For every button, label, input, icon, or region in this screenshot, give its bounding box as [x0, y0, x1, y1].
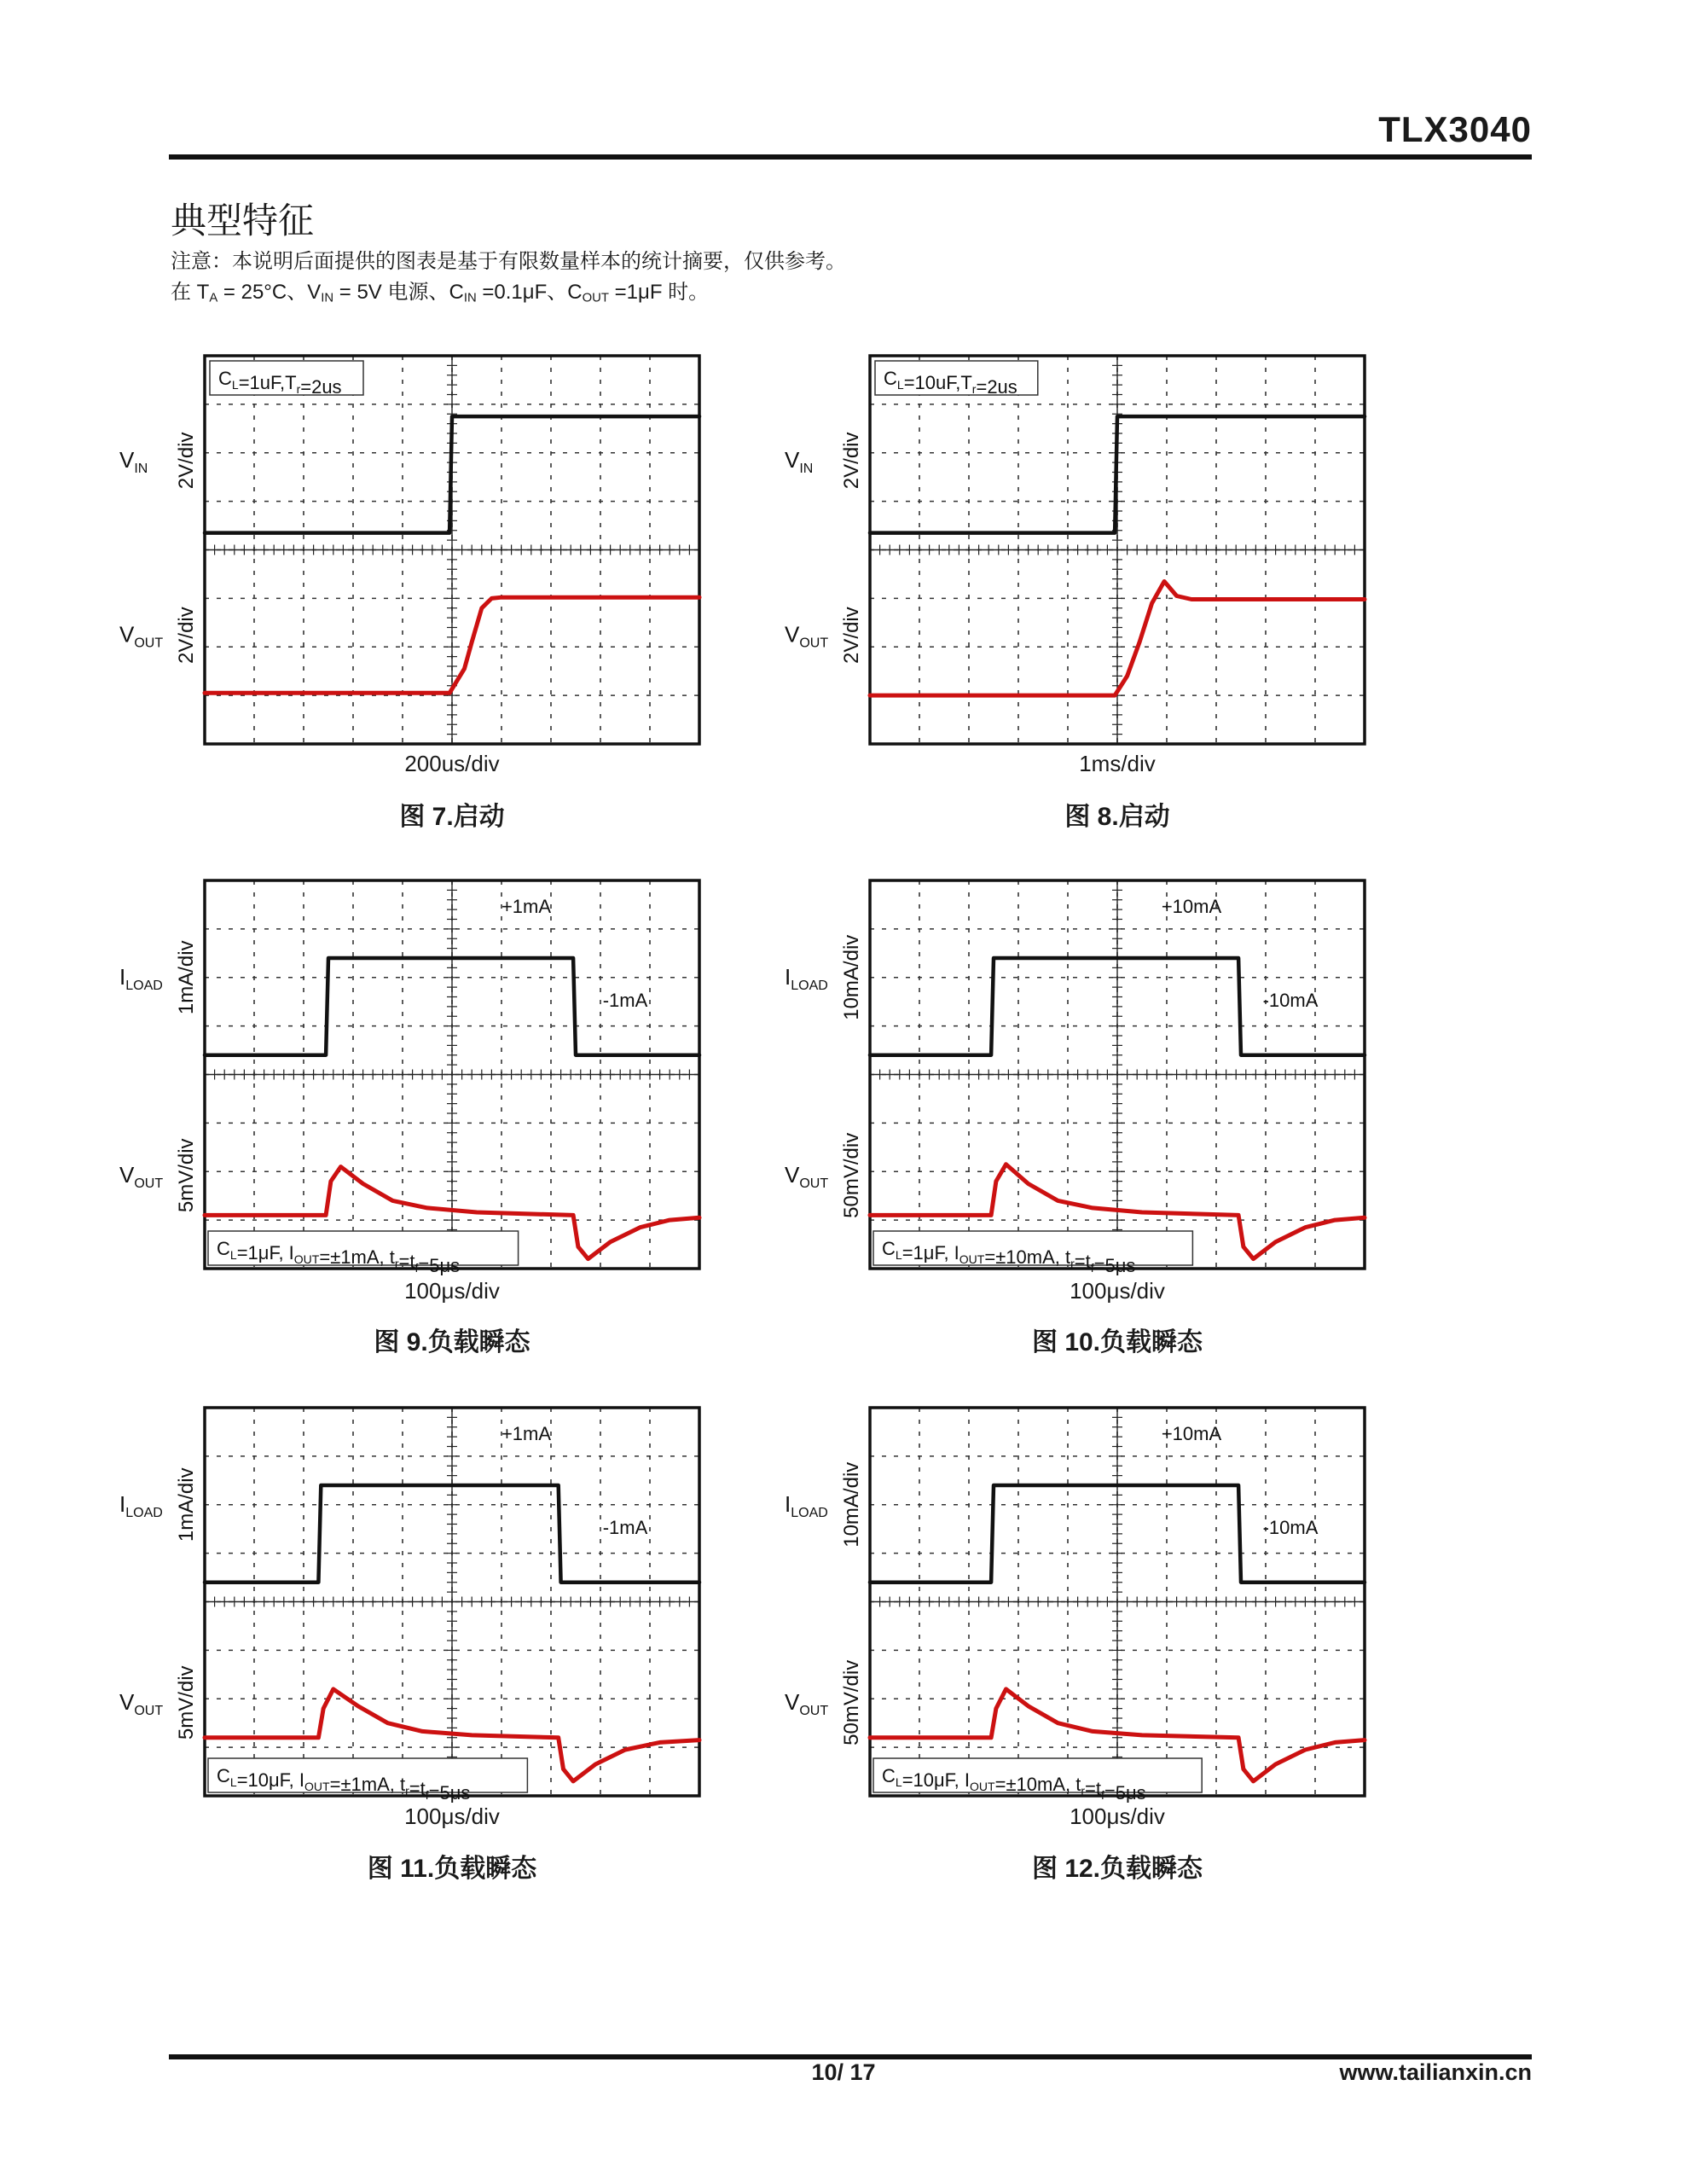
- legend-text: =±1mA, t: [329, 1774, 406, 1795]
- time-scale-label: 100μs/div: [1070, 1278, 1165, 1304]
- top-scale-label: 10mA/div: [840, 934, 863, 1020]
- caption-part: 图: [367, 1855, 401, 1883]
- legend-text: C: [884, 368, 897, 389]
- bottom-scale-label: 50mV/div: [840, 1132, 863, 1218]
- legend-text: =1μF, I: [236, 1242, 294, 1263]
- figure-caption: [205, 1847, 699, 1885]
- time-scale-label: 100μs/div: [1070, 1804, 1165, 1829]
- figure-8: [776, 354, 1368, 746]
- bottom-signal-label: [785, 1162, 828, 1191]
- note-text: =1μF 时。: [608, 281, 710, 304]
- caption-part: 图: [399, 803, 432, 831]
- legend-text: =±10mA, t: [994, 1774, 1081, 1795]
- signal-name: V: [785, 1161, 800, 1188]
- top-scale-label: 1mA/div: [175, 940, 198, 1015]
- legend-subscript: L: [896, 378, 904, 392]
- legend-subscript: r: [405, 1784, 409, 1798]
- top-signal-label: [119, 964, 163, 993]
- legend-subscript: OUT: [304, 1780, 330, 1793]
- step-low-label: -10mA: [1262, 990, 1319, 1011]
- plot-area: [119, 356, 699, 744]
- step-high-label: +10mA: [1161, 1423, 1222, 1444]
- note-text: = 25°C、V: [217, 281, 322, 304]
- signal-name: V: [119, 446, 135, 473]
- caption-part: 11.: [400, 1855, 435, 1883]
- figure-10: [776, 879, 1368, 1276]
- legend-subscript: L: [895, 1775, 902, 1789]
- caption-part: 启动: [453, 803, 505, 831]
- bottom-signal-label: [119, 622, 163, 651]
- page-number: 10/ 17: [811, 2059, 876, 2085]
- legend-subscript: f: [415, 1261, 419, 1275]
- oscilloscope-plot: [111, 354, 703, 746]
- website: www.tailianxin.cn: [1339, 2059, 1532, 2085]
- legend-subscript: f: [1100, 1788, 1104, 1802]
- bottom-scale-label: 2V/div: [840, 607, 863, 664]
- signal-subscript: OUT: [134, 1703, 164, 1718]
- time-scale-label: 200us/div: [404, 751, 500, 776]
- note-text: = 5V 电源、C: [333, 281, 464, 304]
- top-scale-label: 2V/div: [840, 432, 863, 490]
- step-high-label: +1mA: [501, 896, 552, 917]
- legend-subscript: r: [1081, 1784, 1085, 1798]
- plot-area: [119, 880, 699, 1276]
- legend-subscript: r: [971, 382, 977, 396]
- bottom-scale-label: 5mV/div: [175, 1138, 198, 1213]
- legend-text: =t: [409, 1778, 426, 1799]
- legend-subscript: OUT: [959, 1252, 985, 1266]
- legend-text: =5μs: [1093, 1255, 1136, 1276]
- time-scale-label: 100μs/div: [404, 1804, 500, 1829]
- legend-text: C: [217, 1238, 230, 1259]
- signal-subscript: LOAD: [791, 1505, 828, 1520]
- figure-caption: [205, 1321, 699, 1358]
- figure-12: [776, 1406, 1368, 1804]
- signal-name: V: [119, 621, 135, 648]
- legend-subscript: L: [231, 378, 239, 392]
- caption-part: 负载瞬态: [1100, 1328, 1203, 1356]
- caption-part: 负载瞬态: [434, 1855, 537, 1883]
- signal-name: I: [119, 1490, 126, 1517]
- plot-area: [785, 880, 1365, 1276]
- caption-part: 10.: [1064, 1328, 1101, 1356]
- note-text: 在 T: [171, 281, 210, 304]
- legend-text: =1μF, I: [901, 1242, 959, 1263]
- caption-part: 9.: [406, 1328, 428, 1356]
- caption-part: 7.: [432, 803, 454, 831]
- bottom-signal-label: [785, 622, 828, 651]
- figure-7: [111, 354, 703, 746]
- signal-name: I: [785, 963, 791, 990]
- oscilloscope-plot: [776, 354, 1368, 746]
- signal-subscript: OUT: [134, 1176, 164, 1191]
- signal-name: V: [119, 1161, 135, 1188]
- caption-part: 图: [1064, 803, 1098, 831]
- legend-text: C: [882, 1238, 896, 1259]
- figure-9: [111, 879, 703, 1276]
- signal-name: I: [785, 1490, 791, 1517]
- legend: [210, 361, 363, 398]
- legend: [875, 361, 1038, 398]
- legend-text: C: [882, 1765, 896, 1786]
- legend-text: =2us: [300, 376, 342, 398]
- note-line-1: 注意：本说明后面提供的图表是基于有限数量样本的统计摘要，仅供参考。: [171, 250, 846, 273]
- step-low-label: -1mA: [602, 990, 648, 1011]
- signal-subscript: OUT: [799, 1703, 829, 1718]
- legend-text: =t: [1074, 1251, 1091, 1272]
- note-text: =0.1μF、C: [476, 281, 583, 304]
- legend-text: =5μs: [1104, 1782, 1146, 1804]
- legend-text: =1uF,T: [238, 372, 297, 393]
- part-number: TLX3040: [1378, 109, 1532, 149]
- top-scale-label: 10mA/div: [840, 1461, 863, 1548]
- plot-area: [785, 356, 1365, 744]
- plot-area: [119, 1408, 699, 1804]
- legend-subscript: L: [895, 1248, 902, 1262]
- legend-text: =10μF, I: [901, 1769, 971, 1791]
- caption-part: 图: [1031, 1855, 1065, 1883]
- legend-subscript: f: [425, 1788, 429, 1802]
- figure-caption: [870, 795, 1365, 833]
- step-low-label: -10mA: [1262, 1517, 1319, 1538]
- step-high-label: +10mA: [1161, 896, 1222, 917]
- legend-subscript: r: [296, 382, 301, 396]
- caption-part: 负载瞬态: [427, 1328, 530, 1356]
- oscilloscope-plot: [111, 1406, 703, 1804]
- oscilloscope-plot: [111, 879, 703, 1276]
- legend-subscript: OUT: [293, 1252, 320, 1266]
- bottom-scale-label: 5mV/div: [175, 1665, 198, 1740]
- figure-11: [111, 1406, 703, 1804]
- signal-name: I: [119, 963, 126, 990]
- time-scale-label: 100μs/div: [404, 1278, 500, 1304]
- legend-text: =±10mA, t: [984, 1246, 1071, 1268]
- bottom-scale-label: 50mV/div: [840, 1659, 863, 1745]
- signal-subscript: LOAD: [125, 1505, 163, 1520]
- legend-subscript: L: [229, 1775, 237, 1789]
- bottom-signal-label: [119, 1162, 163, 1191]
- legend-subscript: r: [1070, 1257, 1075, 1270]
- top-scale-label: 1mA/div: [175, 1467, 198, 1542]
- header-rule: [169, 154, 1532, 160]
- time-scale-label: 1ms/div: [1079, 751, 1156, 776]
- caption-part: 负载瞬态: [1100, 1855, 1203, 1883]
- step-low-label: -1mA: [602, 1517, 648, 1538]
- top-scale-label: 2V/div: [175, 432, 198, 490]
- note-sub: IN: [321, 291, 334, 305]
- bottom-signal-label: [119, 1689, 163, 1718]
- legend-text: =5μs: [428, 1782, 471, 1804]
- legend-text: C: [217, 1765, 230, 1786]
- figure-caption: [205, 795, 699, 833]
- signal-name: V: [785, 621, 800, 648]
- step-high-label: +1mA: [501, 1423, 552, 1444]
- legend-text: =5μs: [418, 1255, 461, 1276]
- signal-subscript: OUT: [799, 636, 829, 651]
- caption-part: 12.: [1064, 1855, 1101, 1883]
- bottom-scale-label: 2V/div: [175, 607, 198, 664]
- signal-subscript: OUT: [134, 636, 164, 651]
- note-sub: OUT: [582, 291, 609, 305]
- top-signal-label: [785, 964, 828, 993]
- figure-caption: [870, 1321, 1365, 1358]
- caption-part: 启动: [1118, 803, 1170, 831]
- legend-text: =t: [1085, 1778, 1101, 1799]
- legend-text: =10μF, I: [236, 1769, 305, 1791]
- caption-part: 图: [1031, 1328, 1065, 1356]
- caption-part: 8.: [1097, 803, 1119, 831]
- legend-subscript: OUT: [970, 1780, 995, 1793]
- legend-text: =2us: [976, 376, 1017, 398]
- signal-subscript: IN: [799, 461, 814, 476]
- legend-text: =t: [398, 1251, 415, 1272]
- figure-caption: [870, 1847, 1365, 1885]
- legend-subscript: f: [1090, 1261, 1094, 1275]
- legend-text: C: [218, 368, 232, 389]
- caption-part: 图: [374, 1328, 407, 1356]
- signal-subscript: OUT: [799, 1176, 829, 1191]
- section-title: 典型特征: [171, 200, 315, 241]
- bottom-signal-label: [785, 1689, 828, 1718]
- signal-name: V: [785, 1688, 800, 1715]
- legend-text: =10uF,T: [903, 372, 972, 393]
- top-signal-label: [119, 1491, 163, 1520]
- note-line-2: [171, 275, 709, 305]
- signal-name: V: [785, 446, 800, 473]
- legend-subscript: r: [394, 1257, 399, 1270]
- signal-subscript: IN: [134, 461, 148, 476]
- legend-subscript: L: [229, 1248, 237, 1262]
- signal-name: V: [119, 1688, 135, 1715]
- oscilloscope-plot: [776, 1406, 1368, 1804]
- top-signal-label: [785, 447, 813, 476]
- top-signal-label: [119, 447, 148, 476]
- signal-subscript: LOAD: [125, 978, 163, 993]
- legend-text: =±1mA, t: [319, 1246, 395, 1268]
- note-sub: A: [209, 291, 218, 305]
- oscilloscope-plot: [776, 879, 1368, 1276]
- plot-area: [785, 1408, 1365, 1804]
- signal-subscript: LOAD: [791, 978, 828, 993]
- top-signal-label: [785, 1491, 828, 1520]
- note-sub: IN: [463, 291, 477, 305]
